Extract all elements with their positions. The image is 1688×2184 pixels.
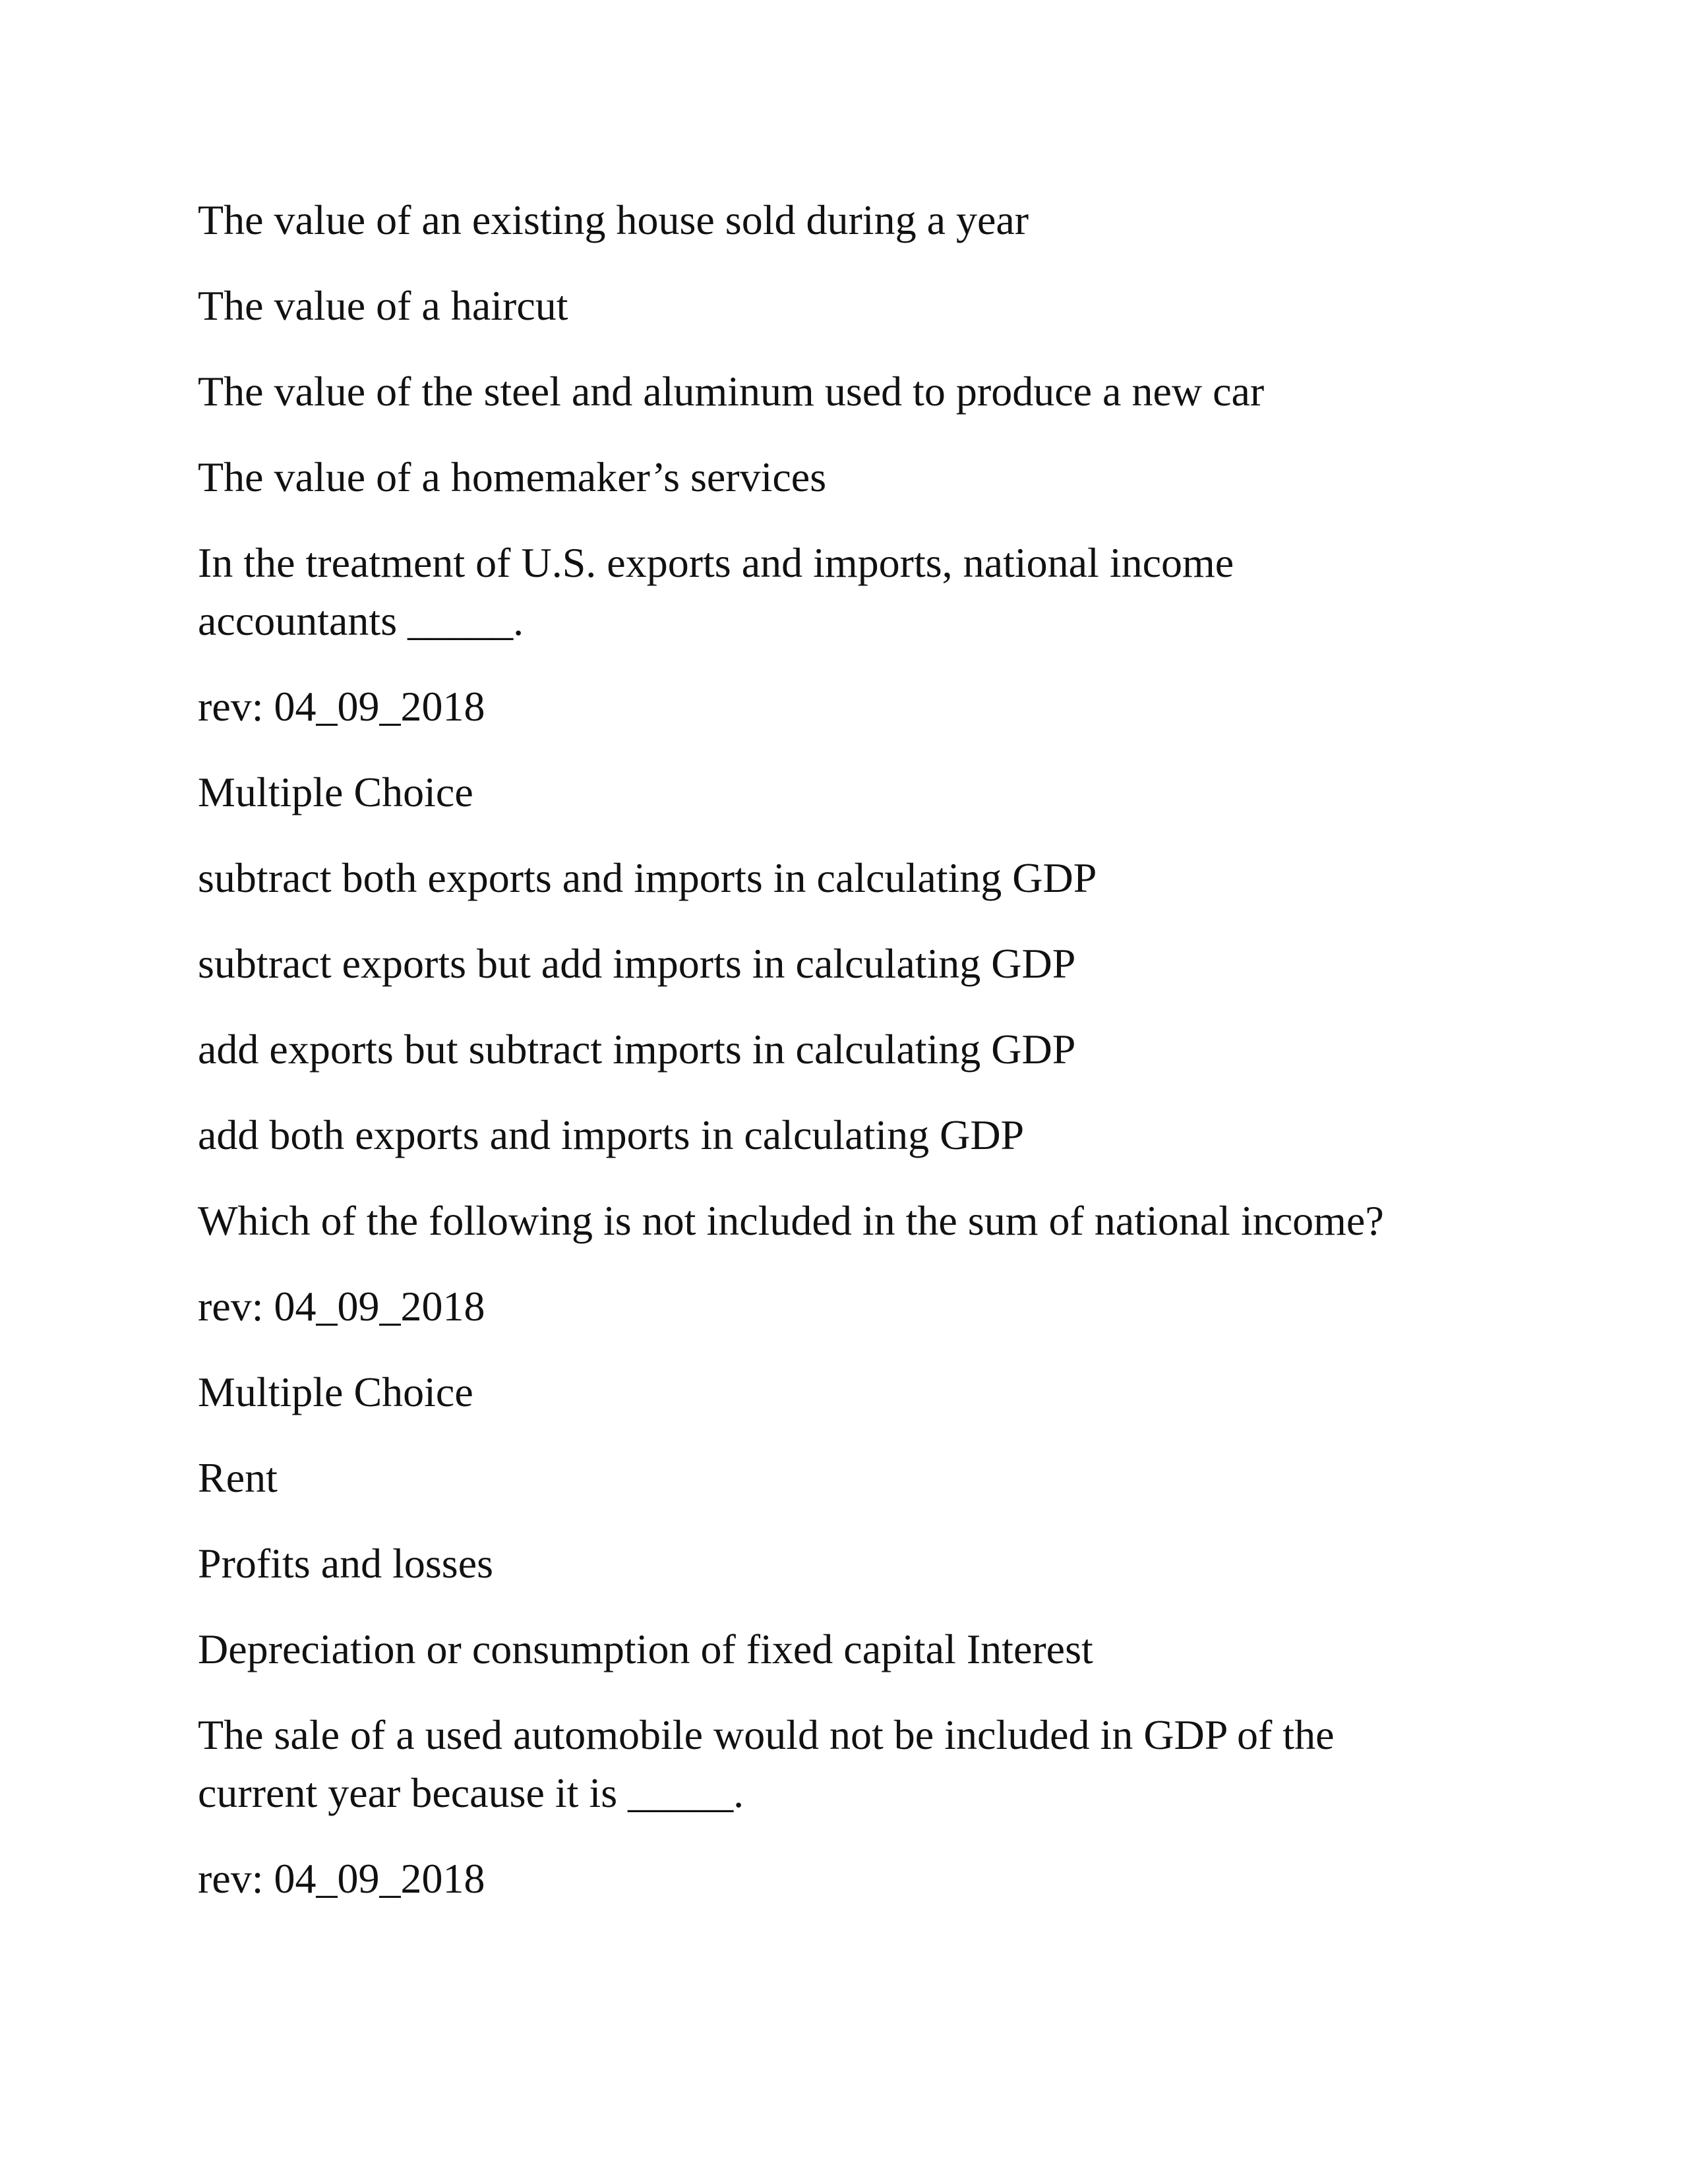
answer-option: The value of a haircut <box>198 282 568 329</box>
answer-option: subtract exports but add imports in calculating GDP <box>198 940 1076 987</box>
question-text: In the treatment of U.S. exports and imports, national income accountants _____. <box>198 539 1234 644</box>
answer-option: Depreciation or consumption of fixed capital Interest <box>198 1626 1093 1672</box>
document-body <box>198 191 1484 1935</box>
question-type-label: Multiple Choice <box>198 769 473 815</box>
answer-option: The value of the steel and aluminum used to produce a new car <box>198 368 1265 415</box>
revision-label: rev: 04_09_2018 <box>198 1283 485 1330</box>
answer-option: add exports but subtract imports in calculating GDP <box>198 1026 1076 1073</box>
question-type-label: Multiple Choice <box>198 1369 473 1415</box>
question-text: The sale of a used automobile would not be included in GDP of the current year because it is _____. <box>198 1711 1335 1816</box>
revision-label: rev: 04_09_2018 <box>198 1855 485 1902</box>
answer-option: add both exports and imports in calculating GDP <box>198 1111 1025 1158</box>
answer-option: subtract both exports and imports in calculating GDP <box>198 854 1097 901</box>
answer-option: Profits and losses <box>198 1540 493 1587</box>
answer-option: Rent <box>198 1454 278 1501</box>
revision-label: rev: 04_09_2018 <box>198 683 485 730</box>
question-text: Which of the following is not included in the sum of national income? <box>198 1197 1384 1244</box>
answer-option: The value of a homemaker’s services <box>198 454 827 500</box>
answer-option: The value of an existing house sold during a year <box>198 196 1029 243</box>
